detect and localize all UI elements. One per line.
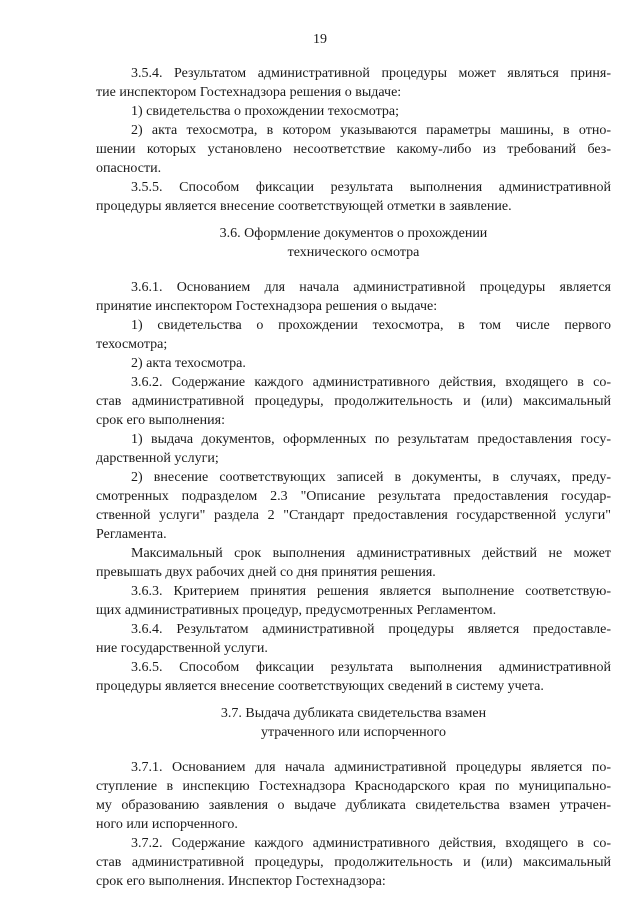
- paragraph-line: ного или испорченного.: [96, 817, 238, 832]
- paragraph-line: ступление в инспекцию Гостехнадзора Краснодарского края по муниципально-: [96, 779, 611, 794]
- paragraph-line: ственной услуги" раздела 2 "Стандарт предоставления государственной услуги": [96, 508, 611, 523]
- paragraph-line: став административной процедуры, продолжительность и (или) максимальный: [96, 855, 611, 870]
- paragraph-line: 2) акта техосмотра.: [131, 356, 246, 371]
- paragraph-line: шении которых установлено несоответствие какому-либо из требований без-: [96, 142, 611, 157]
- paragraph-line: 2) внесение соответствующих записей в документы, в случаях, преду-: [131, 470, 611, 485]
- paragraph-line: Максимальный срок выполнения административных действий не может: [131, 546, 611, 561]
- paragraph-line: му образованию заявления о выдаче дубликата свидетельства взамен утрачен-: [96, 798, 611, 813]
- paragraph-line: срок его выполнения. Инспектор Гостехнадзора:: [96, 874, 386, 889]
- section-heading-line: технического осмотра: [287, 245, 420, 260]
- paragraph-line: ние государственной услуги.: [96, 641, 268, 656]
- paragraph-line: процедуры является внесение соответствующей отметки в заявление.: [96, 199, 512, 214]
- paragraph-line: 2) акта техосмотра, в котором указываются параметры машины, в отно-: [131, 123, 611, 138]
- paragraph-line: 3.7.1. Основанием для начала административной процедуры является по-: [131, 760, 611, 775]
- paragraph-line: опасности.: [96, 161, 162, 176]
- paragraph-line: 3.6.4. Результатом административной процедуры является предоставле-: [131, 622, 611, 637]
- section-heading-line: 3.7. Выдача дубликата свидетельства взамен: [220, 706, 487, 721]
- paragraph-line: принятие инспектором Гостехнадзора решения о выдаче:: [96, 299, 438, 314]
- paragraph-line: 3.7.2. Содержание каждого административного действия, входящего в со-: [131, 836, 611, 851]
- paragraph-line: 3.5.4. Результатом административной процедуры может являться приня-: [131, 66, 611, 81]
- paragraph-line: 1) свидетельства о прохождении техосмотра, в том числе первого: [131, 318, 611, 333]
- paragraph-line: 3.6.5. Способом фиксации результата выполнения административной: [131, 660, 611, 675]
- paragraph-line: 3.5.5. Способом фиксации результата выполнения административной: [131, 180, 611, 195]
- paragraph-line: смотренных подразделом 2.3 "Описание результата предоставления государ-: [96, 489, 611, 504]
- paragraph-line: техосмотра;: [96, 337, 168, 352]
- page-number: 19: [313, 32, 327, 47]
- paragraph-line: срок его выполнения:: [96, 413, 225, 428]
- paragraph-line: тие инспектором Гостехнадзора решения о выдаче:: [96, 85, 402, 100]
- paragraph-line: 3.6.1. Основанием для начала административной процедуры является: [131, 280, 611, 295]
- paragraph-line: 1) выдача документов, оформленных по результатам предоставления госу-: [131, 432, 611, 447]
- paragraph-line: Регламента.: [96, 527, 167, 542]
- section-heading-line: 3.6. Оформление документов о прохождении: [219, 226, 488, 241]
- paragraph-line: дарственной услуги;: [96, 451, 219, 466]
- paragraph-line: щих административных процедур, предусмотренных Регламентом.: [96, 603, 497, 618]
- paragraph-line: 3.6.2. Содержание каждого административного действия, входящего в со-: [131, 375, 611, 390]
- paragraph-line: процедуры является внесение соответствующих сведений в систему учета.: [96, 679, 544, 694]
- paragraph-line: 1) свидетельства о прохождении техосмотра;: [131, 104, 399, 119]
- paragraph-line: 3.6.3. Критерием принятия решения является выполнение соответствую-: [131, 584, 611, 599]
- paragraph-line: превышать двух рабочих дней со дня принятия решения.: [96, 565, 436, 580]
- section-heading-line: утраченного или испорченного: [260, 725, 447, 740]
- paragraph-line: став административной процедуры, продолжительность и (или) максимальный: [96, 394, 611, 409]
